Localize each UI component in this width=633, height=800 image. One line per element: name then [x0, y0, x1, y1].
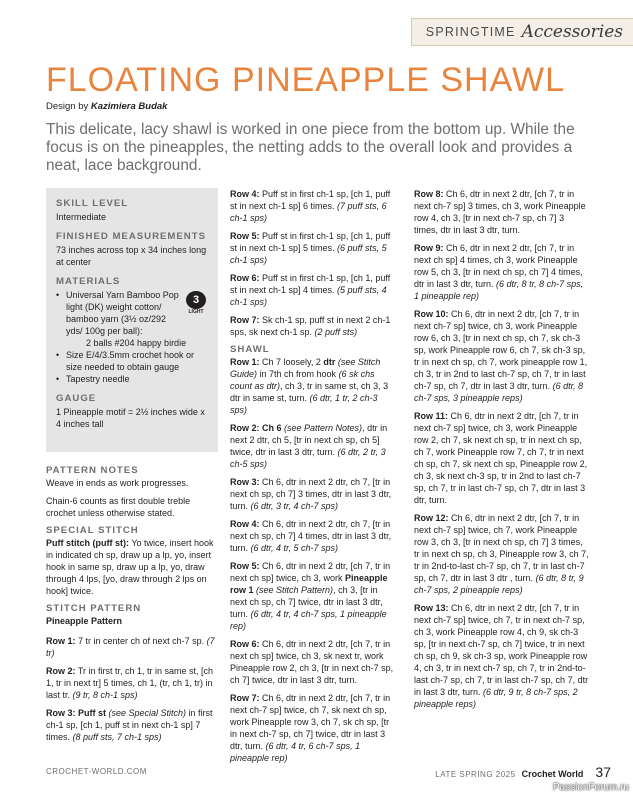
material-needle: • Tapestry needle	[56, 373, 208, 385]
yarn-color: 2 balls #204 happy birdie	[86, 338, 187, 348]
shawl-row-6: Row 6: Ch 6, dtr in next 2 dtr, [ch 7, tr in next ch sp] twice, ch 3, sk next tr, work Pineapple row 2, ch 3, [tr in next ch-7 sp, ch 7] twice, dtr in last 3 dtr, turn.	[230, 639, 394, 685]
finished-measurements-heading: FINISHED MEASUREMENTS	[56, 231, 206, 242]
shawl-row-3: Row 3: Ch 6, dtr in next 2 dtr, ch 7, [tr in next ch sp, ch 7] 3 times, dtr in last 3 dtr, turn. (6 dtr, 3 tr, 4 ch-7 sps)	[230, 477, 392, 511]
column-2	[230, 188, 395, 770]
pattern-notes-heading: PATTERN NOTES	[46, 465, 139, 476]
pattern-note: Chain-6 counts as first double treble crochet unless otherwise stated.	[46, 496, 191, 518]
material-yarn: • Universal Yarn Bamboo Pop light (DK) weight cotton/ bamboo yarn (3½ oz/292 yds/ 100g per ball): 3 LIGHT 2 balls #204 happy birdie	[56, 289, 208, 349]
pineapple-row-2: Row 2: Tr in first tr, ch 1, tr in same st, [ch 1, tr in next tr] 5 times, ch 1, (tr, ch 1, tr) in last tr. (9 tr, 8 ch-1 sps)	[46, 666, 214, 700]
section-script-label: Accessories	[521, 22, 623, 42]
footer-magazine: Crochet World	[521, 769, 584, 779]
pineapple-pattern-heading: Pineapple Pattern	[46, 616, 123, 626]
special-stitch-heading: SPECIAL STITCH	[46, 525, 139, 536]
shawl-row-8: Row 8: Ch 6, dtr in next 2 dtr, [ch 7, tr in next ch-7 sp] 3 times, ch 3, work Pineapple row 4, ch 3, [tr in next ch-7 sp, ch 7] 3 times, dtr in last 3 dtr, turn.	[414, 189, 586, 235]
puff-stitch-instruction: Puff stitch (puff st): Yo twice, insert hook in indicated ch sp, draw up a lp, yo, insert hook in same sp, draw up a lp, yo, draw through 4 lps, [yo, draw through 2 lps on hook] twice.	[46, 538, 214, 596]
materials-heading: MATERIALS	[56, 276, 121, 287]
pattern-title: FLOATING PINEAPPLE SHAWL	[46, 61, 566, 99]
footer-folio	[435, 764, 611, 780]
yarn-weight-icon: 3 LIGHT	[184, 291, 208, 317]
shawl-row-12: Row 12: Ch 6, dtr in next 2 dtr, [ch 7, tr in next ch-7 sp] twice, ch 7, work Pineapple row 3, ch 3, [tr in next ch sp, ch 7] 3 times, tr in next ch sp, ch 3, Pineapple row 3, ch 7, tr in 2nd-to-last ch-7 sp, ch 7, tr in last ch-7 sp, ch 7, dtr in last 3 dtr , turn. (6 dtr, 8 tr, 9 ch-7 sps, 2 pineapple reps)	[414, 513, 589, 595]
column-3	[414, 188, 590, 716]
designer-name: Kazimiera Budak	[90, 101, 168, 112]
footer-issue: LATE SPRING 2025	[435, 770, 516, 779]
pattern-note: Weave in ends as work progresses.	[46, 478, 189, 488]
footer-website: CROCHET-WORLD.COM	[46, 767, 147, 776]
shawl-heading: SHAWL	[230, 344, 270, 355]
pineapple-row-7: Row 7: Sk ch-1 sp, puff st in next 2 ch-1 sps, sk next ch-1 sp. (2 puff sts)	[230, 315, 391, 337]
materials-sidebar	[46, 188, 218, 452]
column-1	[46, 465, 221, 749]
section-label: SPRINGTIME	[425, 25, 516, 39]
section-header-tab	[411, 18, 633, 46]
gauge-heading: GAUGE	[56, 393, 97, 404]
gauge: 1 Pineapple motif = 2½ inches wide x 4 inches tall	[56, 407, 205, 429]
skill-level: Intermediate	[56, 212, 107, 222]
shawl-row-11: Row 11: Ch 6, dtr in next 2 dtr, [ch 7, tr in next ch-7 sp] twice, ch 3, work Pineapple row 2, ch 7, sk next ch sp, tr in next ch sp, ch 7, work Pineapple row 7, ch 7, tr in next ch sp, ch 7, sk next ch sp, Pineapple row 2, ch 3, sk next ch-3 sp, tr in 2nd to last ch-7 sp, ch 7, tr in last ch-7 sp, ch 7, dtr in last 3 dtr, turn.	[414, 411, 588, 505]
pineapple-row-3: Row 3: Puff st (see Special Stitch) in first ch-1 sp, [ch 1, puff st in next ch-1 sp] 7 times. (8 puff sts, 7 ch-1 sps)	[46, 708, 213, 742]
materials-list	[56, 289, 208, 385]
finished-measurements: 73 inches across top x 34 inches long at center	[56, 245, 207, 267]
shawl-row-1: Row 1: Ch 7 loosely, 2 dtr (see Stitch Guide) in 7th ch from hook (6 sk chs count as dtr), ch 3, tr in same st, ch 3, 3 dtr in same st, turn. (6 dtr, 1 tr, 2 ch-3 sps)	[230, 357, 389, 415]
pineapple-row-1: Row 1: 7 tr in center ch of next ch-7 sp. (7 tr)	[46, 636, 215, 658]
shawl-row-5: Row 5: Ch 6, dtr in next 2 dtr, [ch 7, tr in next ch sp] twice, ch 3, work Pineapple row 1 (see Stitch Pattern), ch 3, [tr in next ch sp, ch 7] twice, dtr in last 3 dtr, turn. (6 dtr, 4 tr, 4 ch-7 sps, 1 pineapple rep)	[230, 561, 391, 631]
watermark: PassionForum.ru	[552, 782, 629, 793]
intro-paragraph: This delicate, lacy shawl is worked in one piece from the bottom up. While the focus is on the pineapples, the netting adds to the overall look and provides a neat, lace background.	[46, 121, 575, 175]
shawl-row-2: Row 2: Ch 6 (see Pattern Notes), dtr in next 2 dtr, ch 5, [tr in next ch sp, ch 5] twice, dtr in last 3 dtr, turn. (6 dtr, 2 tr, 3 ch-5 sps)	[230, 423, 388, 469]
pineapple-row-6: Row 6: Puff st in first ch-1 sp, [ch 1, puff st in next ch-1 sp] 4 times. (5 puff sts, 4 ch-1 sps)	[230, 273, 391, 307]
shawl-row-4: Row 4: Ch 6, dtr in next 2 dtr, ch 7, [tr in next ch sp, ch 7] 4 times, dtr in last 3 dtr, turn. (6 dtr, 4 tr, 5 ch-7 sps)	[230, 519, 392, 553]
shawl-row-10: Row 10: Ch 6, dtr in next 2 dtr, [ch 7, tr in next ch-7 sp] twice, ch 3, work Pineapple row 6, ch 3, [tr in next ch sp, ch 7, sk ch-3 sp, work Pineapple row 6, ch 7, sk ch-3 sp, tr in next ch sp, ch 7, work pineapple row 1, ch 3, tr in 2nd to last ch-7 sp, ch 7, tr in last ch-7 sp, ch 7, dtr in last 3 dtr, turn. (6 dtr, 8 ch-7 sps, 3 pineapple reps)	[414, 309, 588, 403]
stitch-pattern-heading: STITCH PATTERN	[46, 603, 142, 614]
designer-credit: Design by Kazimiera Budak	[46, 101, 168, 112]
shawl-row-7: Row 7: Ch 6, dtr in next 2 dtr, [ch 7, tr in next ch-7 sp] twice, ch 7, sk next ch sp, work Pineapple row 3, ch 7, sk ch sp, [tr in next ch-7 sp, ch 7] twice, dtr in last 3 dtr, turn. (6 dtr, 4 tr, 6 ch-7 sps, 1 pineapple rep)	[230, 693, 391, 763]
skill-level-heading: SKILL LEVEL	[56, 198, 129, 209]
pineapple-row-4: Row 4: Puff st in first ch-1 sp, [ch 1, puff st in next ch-1 sp] 6 times. (7 puff sts, 6 ch-1 sps)	[230, 189, 391, 223]
shawl-row-9: Row 9: Ch 6, dtr in next 2 dtr, [ch 7, tr in next ch sp] 4 times, ch 3, work Pineapple row 5, ch 3, [tr in next ch sp, ch 7] 4 times, dtr in last 3 dtr, turn. (6 dtr, 8 tr, 8 ch-7 sps, 1 pineapple rep)	[414, 243, 584, 301]
shawl-row-13: Row 13: Ch 6, dtr in next 2 dtr, [ch 7, tr in next ch-7 sp] twice, ch 7, tr in next ch-7 sp, ch 3, work Pineapple row 4, ch 9, sk ch-3 sp, [tr in next ch-7 sp, ch 7] twice, tr in next ch sp, ch 9, sk ch-3 sp, work Pineapple row 4, ch 3, tr in next ch-7 sp, ch 7, tr in 2nd-to-last ch-7 sp, ch 7, tr in last ch-7 sp, ch 7, dtr in last 3 dtr, turn. (6 dtr, 9 tr, 8 ch-7 sps, 2 pineapple reps)	[414, 603, 589, 709]
page-number: 37	[595, 764, 611, 780]
material-hook: • Size E/4/3.5mm crochet hook or size needed to obtain gauge	[56, 349, 208, 373]
pineapple-row-5: Row 5: Puff st in first ch-1 sp, [ch 1, puff st in next ch-1 sp] 5 times. (6 puff sts, 5 ch-1 sps)	[230, 231, 391, 265]
